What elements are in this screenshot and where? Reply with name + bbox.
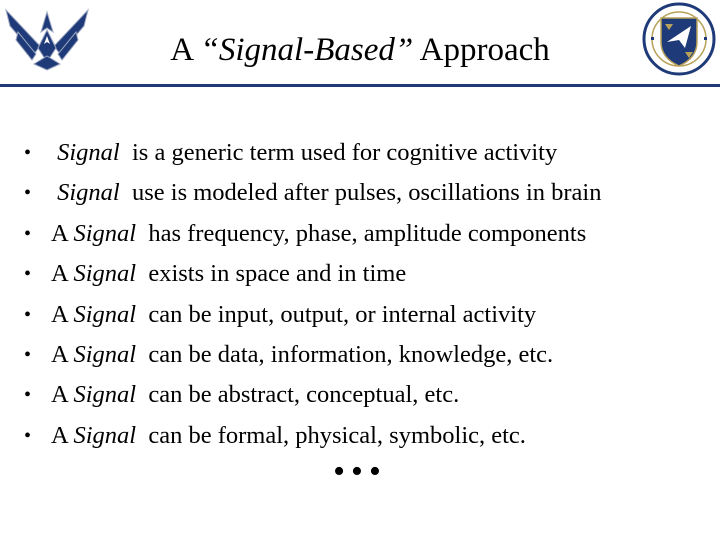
bullet-keyword: Signal [73, 260, 137, 288]
bullet-keyword: Signal [73, 421, 137, 449]
bullet-text [51, 374, 459, 416]
bullet-rest: is a generic term used for cognitive activity [119, 139, 558, 166]
bullet-rest: can be formal, physical, symbolic, etc. [136, 421, 526, 449]
bullet-rest: can be data, information, knowledge, etc. [136, 340, 554, 368]
title-emphasis: “Signal-Based” [200, 32, 414, 68]
bullet-prefix: A [51, 421, 74, 449]
bullet-item [0, 374, 720, 414]
bullet-rest: use is modeled after pulses, oscillations in brain [119, 179, 602, 207]
bullet-item [0, 132, 720, 172]
bullet-item [0, 334, 720, 374]
bullet-item [0, 253, 720, 293]
bullet-text [51, 294, 536, 336]
bullet-keyword: Signal [57, 179, 120, 207]
bullet-text [51, 172, 601, 214]
title-divider [0, 84, 720, 87]
bullet-list [0, 132, 720, 455]
bullet-prefix: A [51, 340, 74, 368]
bullet-rest: exists in space and in time [136, 260, 407, 288]
continuation-ellipsis: ••• [333, 453, 387, 490]
bullet-item [0, 415, 720, 455]
air-force-wings-logo [4, 2, 90, 72]
bullet-text [51, 213, 586, 255]
bullet-dot: • [24, 142, 32, 164]
bullet-rest: has frequency, phase, amplitude components [136, 219, 587, 247]
bullet-item [0, 213, 720, 253]
bullet-keyword: Signal [57, 139, 120, 166]
bullet-text [51, 334, 553, 376]
bullet-keyword: Signal [73, 300, 137, 328]
air-force-research-laboratory-shield [641, 2, 717, 76]
bullet-item [0, 172, 720, 212]
bullet-item [0, 294, 720, 334]
bullet-dot: • [24, 384, 32, 407]
bullet-prefix: A [51, 300, 74, 328]
bullet-keyword: Signal [73, 340, 137, 368]
bullet-dot: • [24, 343, 32, 366]
bullet-dot: • [24, 424, 32, 447]
bullet-text [51, 415, 526, 457]
bullet-text [51, 253, 406, 295]
title-suffix: Approach [413, 32, 550, 68]
bullet-dot: • [24, 263, 32, 286]
bullet-prefix: A [51, 381, 74, 409]
bullet-prefix: A [51, 260, 74, 288]
bullet-dot: • [24, 222, 32, 245]
title-prefix: A [170, 32, 201, 68]
bullet-rest: can be input, output, or internal activity [136, 300, 537, 328]
bullet-prefix: A [51, 219, 74, 247]
bullet-rest: can be abstract, conceptual, etc. [136, 381, 460, 409]
bullet-dot: • [24, 182, 32, 205]
bullet-text [51, 132, 557, 174]
bullet-keyword: Signal [73, 381, 137, 409]
bullet-dot: • [24, 303, 32, 326]
bullet-keyword: Signal [73, 219, 137, 247]
slide-title [90, 30, 630, 70]
